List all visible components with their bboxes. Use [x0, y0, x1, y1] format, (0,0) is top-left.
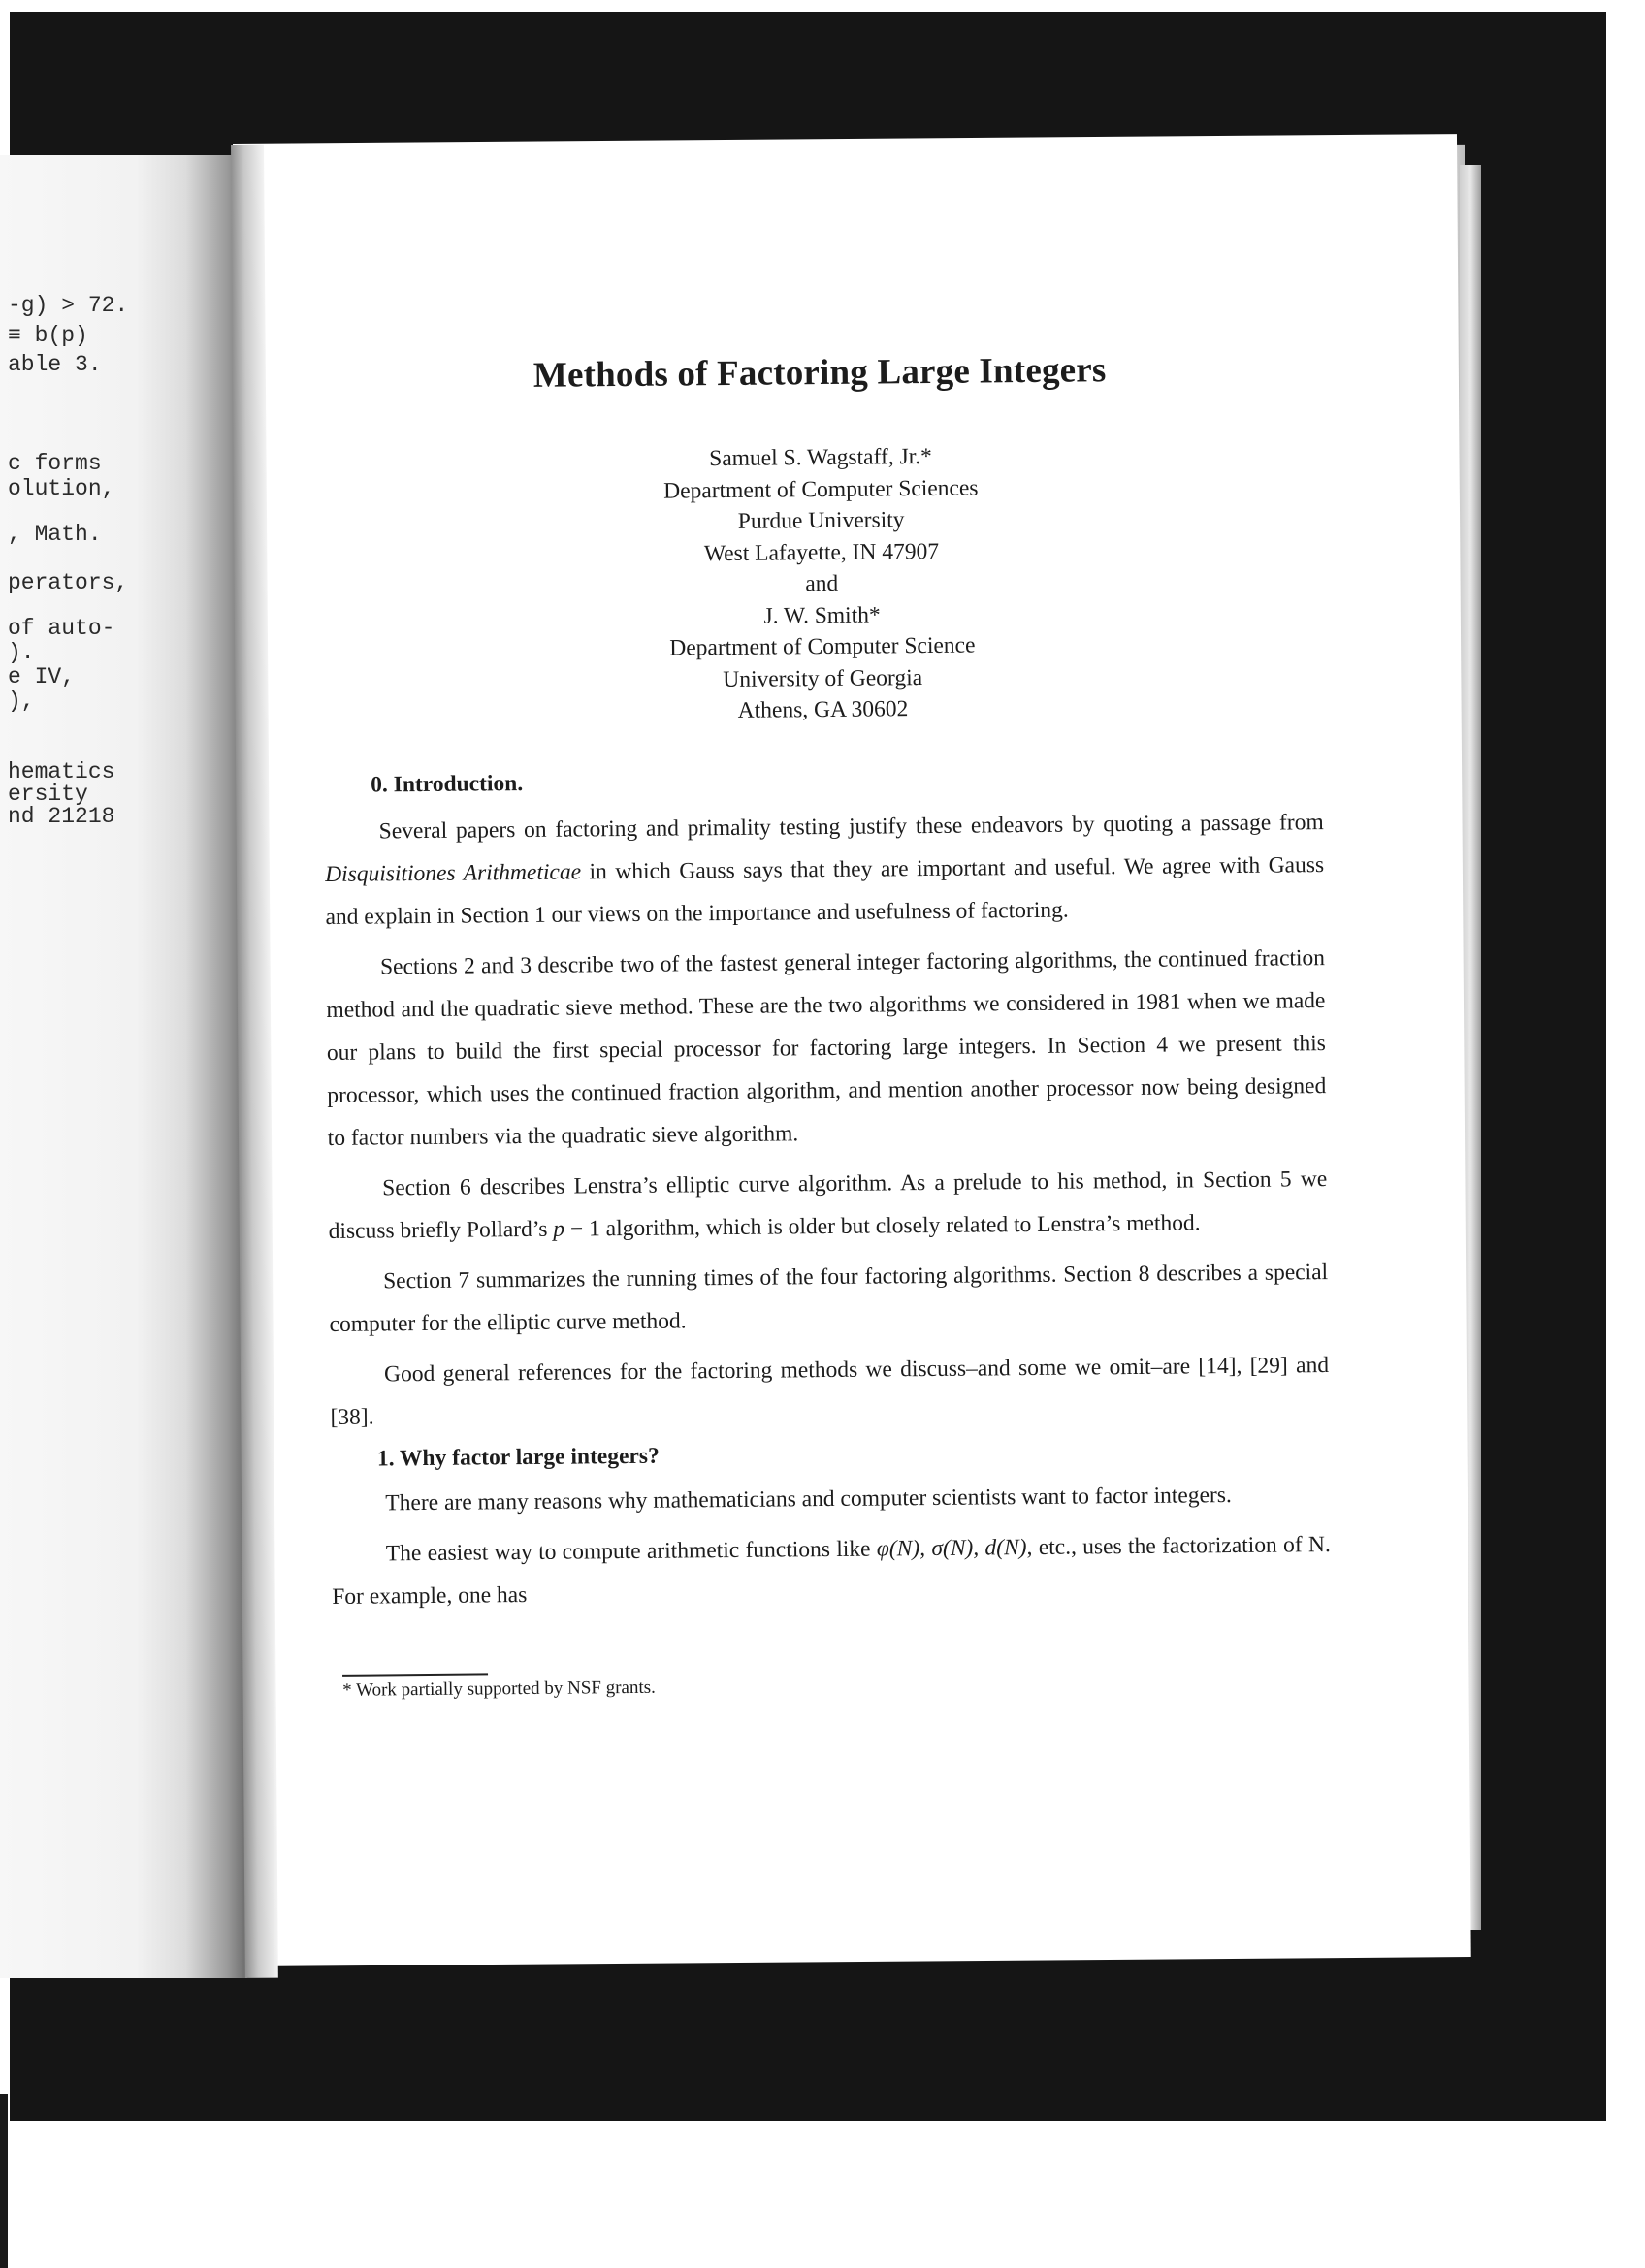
footnote: * Work partially supported by NSF grants.: [342, 1677, 656, 1701]
author-affiliations: [321, 437, 1323, 730]
paragraph: Good general references for the factoring methods we discuss–and some we omit–are [14], [29] and [38].: [330, 1352, 1330, 1430]
left-line: hematics: [8, 759, 115, 784]
left-line: olution,: [8, 476, 115, 501]
left-line: ),: [8, 688, 35, 714]
affiliation-line: Purdue University: [737, 507, 905, 534]
affiliation-line: West Lafayette, IN 47907: [703, 538, 940, 566]
affiliation-line: J. W. Smith*: [763, 601, 881, 629]
left-line: , Math.: [8, 522, 102, 547]
paragraph: [324, 801, 1324, 939]
left-page-text: [0, 155, 129, 829]
paragraph: There are many reasons why mathematicians and computer scientists want to factor integers.: [385, 1482, 1232, 1516]
left-line: ).: [8, 640, 35, 665]
footnote-rule: [342, 1673, 488, 1676]
left-line: perators,: [8, 570, 129, 595]
math-expression: φ(N), σ(N), d(N): [876, 1534, 1027, 1562]
affiliation-line: Athens, GA 30602: [737, 696, 909, 723]
math-variable: p: [553, 1216, 565, 1242]
text-span: Several papers on factoring and primality testing justify these endeavors by quoting a passage from: [378, 809, 1324, 844]
affiliation-line: Department of Computer Sciences: [663, 474, 979, 504]
italic-title: Disquisitiones Arithmeticae: [324, 858, 582, 887]
section-heading: 1. Why factor large integers?: [376, 1443, 660, 1471]
left-line: ≡ b(p): [8, 323, 88, 348]
left-line: nd 21218: [8, 804, 115, 829]
text-span: − 1 algorithm, which is older but closely related to Lenstra’s method.: [564, 1209, 1201, 1242]
paragraph: Section 7 summarizes the running times of the four factoring algorithms. Section 8 describes a special computer for the elliptic curve method.: [329, 1259, 1329, 1337]
affiliation-line: Department of Computer Science: [669, 632, 976, 661]
paper-title: Methods of Factoring Large Integers: [532, 350, 1107, 396]
paragraph: Sections 2 and 3 describe two of the fastest general integer factoring algorithms, the continued fraction method and the quadratic sieve method. These are the two algorithms we considered in 1981 when we made our plans to build the first special processor for factoring large integers. In Section 4 we present this processor, which uses the continued fraction algorithm, and mention another processor now being designed to factor numbers via the quadratic sieve algorithm.: [326, 944, 1327, 1151]
left-line: c forms: [8, 451, 102, 476]
section-heading: 0. Introduction.: [371, 770, 524, 798]
paper-content: [320, 347, 1332, 1701]
affiliation-line: and: [805, 570, 839, 597]
text-span: Section 6 describes Lenstra’s elliptic curve algorithm. As a prelude to his method, in Section 5 we discuss briefly Pollard’s: [328, 1166, 1328, 1244]
affiliation-line: Samuel S. Wagstaff, Jr.*: [709, 443, 932, 472]
text-span: , etc., uses the factorization of N. For example, one has: [332, 1531, 1331, 1610]
scanner-edge: [0, 2094, 8, 2268]
text-span: in which Gauss says that they are important and useful. We agree with Gauss and explain in Section 1 our views on the importance and usefulness of factoring.: [325, 851, 1325, 930]
text-span: The easiest way to compute arithmetic functions like: [385, 1536, 877, 1566]
left-facing-page: [0, 155, 247, 1978]
paragraph: [332, 1523, 1332, 1618]
left-line: able 3.: [8, 352, 102, 377]
left-line: -g) > 72.: [8, 293, 129, 318]
paragraph: [328, 1158, 1328, 1253]
left-line: e IV,: [8, 664, 76, 689]
left-line: ersity: [8, 782, 88, 807]
affiliation-line: University of Georgia: [723, 664, 923, 692]
left-line: of auto-: [8, 616, 115, 641]
